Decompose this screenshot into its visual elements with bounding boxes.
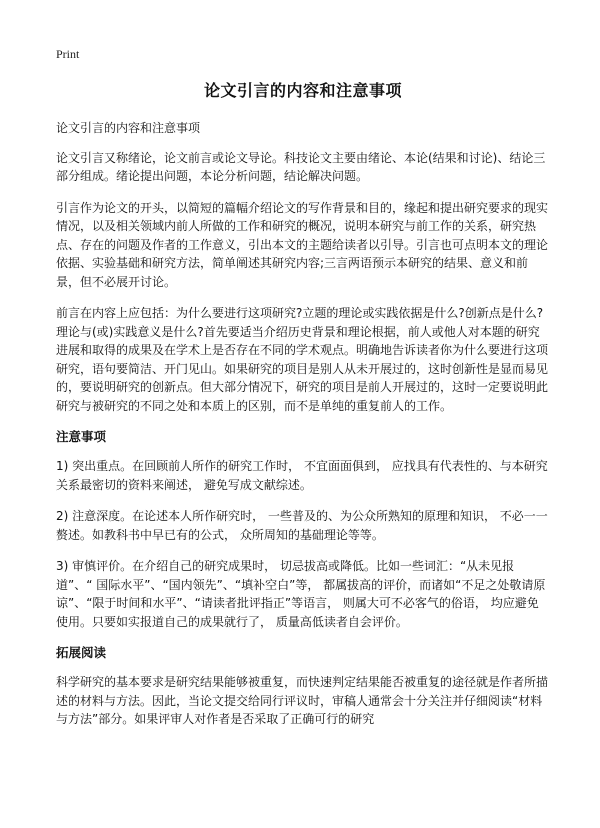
reading-paragraph: 科学研究的基本要求是研究结果能够被重复，而快速判定结果能否被重复的途径就是作者所描述的材料与方法。因此，当论文提交给同行评议时，审稿人通常会十分关注并仔细阅读“材料与方法”部分。如果评审人对作者是否采取了正确可行的研究 — [56, 675, 549, 726]
note-item: 2) 注意深度。在论述本人所作研究时， 一些普及的、为公众所熟知的原理和知识， 不必一一赘述。如教科书中早已有的公式， 众所周知的基础理论等等。 — [56, 509, 548, 542]
document-subtitle: 论文引言的内容和注意事项 — [56, 121, 201, 135]
notes-heading: 注意事项 — [56, 429, 107, 444]
paragraph-intro: 论文引言又称绪论，论文前言或论文导论。科技论文主要由绪论、本论(结果和讨论)、结论三部分组成。绪论提出问题，本论分析问题，结论解决问题。 — [56, 150, 546, 183]
note-item: 3) 审慎评价。在介绍自己的研究成果时， 切忌拔高或降低。比如一些词汇：“从未见报道”、“ 国际水平”、“国内领先”、“填补空白”等， 都属拔高的评价，而诸如“不足之处敬请原谅”、“限于时间和水平”、“请读者批评指正”等语言， 则属大可不必客气的俗语， 均应避免使用。只要如实报道自己的成果就行了， 质量高低读者自会评价。 — [56, 559, 546, 629]
page-title: 论文引言的内容和注意事项 — [203, 81, 402, 100]
reading-heading: 拓展阅读 — [56, 645, 107, 660]
paragraph-content: 前言在内容上应包括：为什么要进行这项研究?立题的理论或实践依据是什么?创新点是什么?理论与(或)实践意义是什么?首先要适当介绍历史背景和理论根据，前人或他人对本题的研究进展和取得的成果及在学术上是否存在不同的学术观点。明确地告诉读者你为什么要进行这项研究，语句要简洁、开门见山。如果研究的项目是别人从未开展过的，这时创新性是显而易见的，要说明研究的创新点。但大部分情况下，研究的项目是前人开展过的，这时一定要说明此研究与被研究的不同之处和本质上的区别，而不是单纯的重复前人的工作。 — [56, 306, 549, 413]
paragraph-purpose: 引言作为论文的开头，以简短的篇幅介绍论文的写作背景和目的，缘起和提出研究要求的现实情况，以及相关领域内前人所做的工作和研究的概况，说明本研究与前工作的关系，研究热点、存在的问题及作者的工作意义，引出本文的主题给读者以引导。引言也可点明本文的理论依据、实验基础和研究方法，简单阐述其研究内容;三言两语预示本研究的结果、意义和前景，但不必展开讨论。 — [56, 200, 549, 289]
print-link[interactable]: Print — [56, 47, 80, 61]
note-item: 1) 突出重点。在回顾前人所作的研究工作时， 不宜面面俱到， 应找具有代表性的、与本研究关系最密切的资料来阐述， 避免写成文献综述。 — [56, 459, 548, 492]
document-body — [56, 119, 550, 742]
